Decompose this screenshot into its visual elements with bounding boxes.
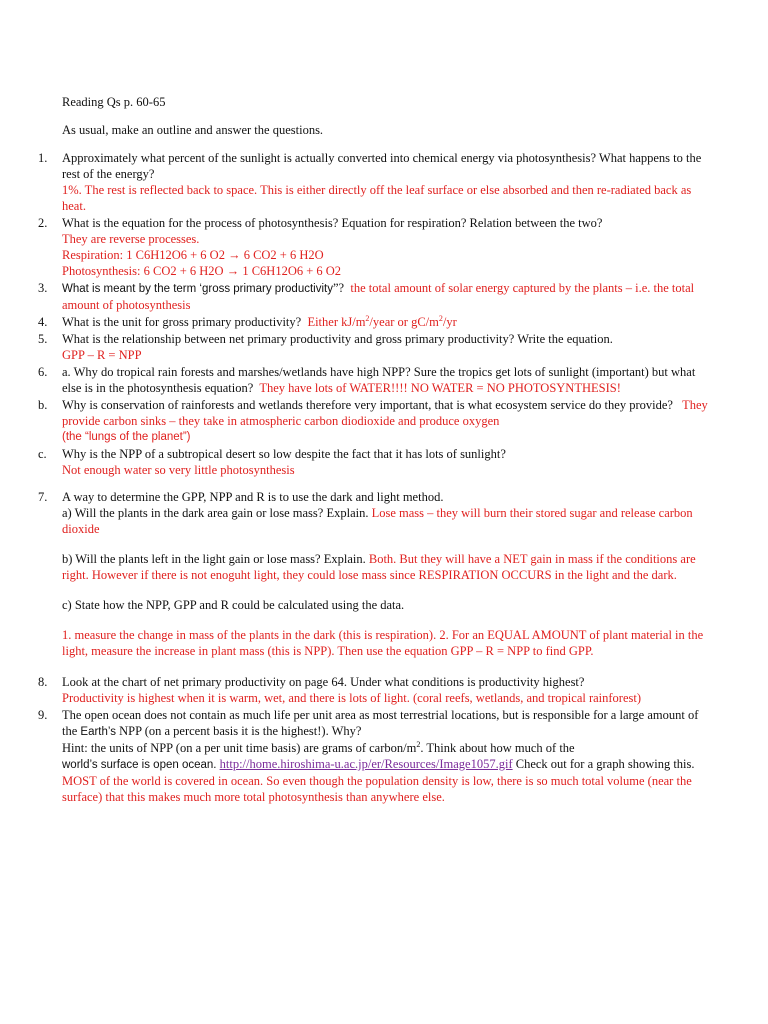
question-list [38,150,708,806]
question-text: A way to determine the GPP, NPP and R is to use the dark and light method. [62,490,444,504]
question-text: Look at the chart of net primary productivity on page 64. Under what conditions is productivity highest? [62,675,585,689]
intro-text: As usual, make an outline and answer the questions. [62,123,324,137]
question-8 [38,674,708,706]
question-4 [38,314,708,330]
question-number: b. [38,398,48,412]
question-number: 2. [38,216,48,230]
question-number: 9. [38,708,48,722]
question-text: What is the equation for the process of photosynthesis? Equation for respiration? Relation between the two? [62,216,603,230]
question-6b [38,397,708,445]
question-number: c. [38,447,47,461]
answer-text: They provide carbon sinks – they take in atmospheric carbon diodioxide and produce oxygen [62,398,708,428]
question-number: 3. [38,281,48,295]
question-7c: c) State how the NPP, GPP and R could be calculated using the data. [62,598,405,612]
page-heading: Reading Qs p. 60-65 [62,95,166,109]
answer-text: They are reverse processes. [62,232,200,246]
hint-text-2: world’s surface is open ocean. http://home.hiroshima-u.ac.jp/er/Resources/Image1057.gif Check out for a graph showing this. [62,757,695,771]
answer-text: MOST of the world is covered in ocean. So even though the population density is low, there is so much total volume (near the surface) that this makes much more total photosynthesis than anywhere else. [62,774,692,804]
question-number: 1. [38,151,48,165]
question-9 [38,707,708,805]
question-text: The open ocean does not contain as much life per unit area as most terrestrial locations, but is responsible for a large amount of the Earth’s NPP (on a percent basis it is the highest!). Why? [62,708,699,738]
question-text: Why is conservation of rainforests and wetlands therefore very important, that is what ecosystem service do they provide? They provide carbon sinks – they take in atmospheric carbon diodioxide and produce oxygen [62,398,708,428]
question-text: a. Why do tropical rain forests and marshes/wetlands have high NPP? Sure the tropics get lots of sunlight (important) but what else is in the photosynthesis equation? They have lots of WATER!!!! NO WATER = NO PHOTOSYNTHESIS! [62,365,696,395]
question-7 [38,489,708,659]
question-text: What is the relationship between net primary productivity and gross primary productivity? Write the equation. [62,332,613,346]
question-2 [38,215,708,279]
answer-text: Either $kJ/m^2$/year or $gC/m^2/yr$ [307,313,457,329]
answer-text: Both. But they will have a NET gain in mass if the conditions are right. However if there is not enoguht light, they could lose mass since RESPIRATION OCCURS in the light and the dark. [62,552,696,582]
resource-link[interactable]: http://home.hiroshima-u.ac.jp/er/Resources/Image1057.gif [219,757,513,771]
hint-text: Hint: the units of NPP (on a per unit time basis) are grams of carbon/$m^2$. Think about how much of the [62,739,575,755]
question-number: 6. [38,365,48,379]
answer-text: Productivity is highest when it is warm, wet, and there is lots of light. (coral reefs, wetlands, and tropical rainforest) [62,691,642,705]
question-3 [38,280,708,313]
question-text: What is meant by the term ‘gross primary productivity”? the total amount of solar energy captured by the plants – i.e. the total amount of photosynthesis [62,281,695,312]
answer-text: Lose mass – they will burn their stored sugar and release carbon dioxide [62,506,693,536]
question-number: 4. [38,315,48,329]
question-5 [38,331,708,363]
question-7a: a) Will the plants in the dark area gain or lose mass? Explain. Lose mass – they will burn their stored sugar and release carbon dioxide [62,506,693,536]
question-text: What is the unit for gross primary productivity? Either $kJ/m^2$/year or $gC/m^2/yr$ [62,313,457,329]
question-text: Approximately what percent of the sunlight is actually converted into chemical energy via photosynthesis? What happens to the rest of the energy? [62,151,702,181]
question-7b: b) Will the plants left in the light gain or lose mass? Explain. Both. But they will have a NET gain in mass if the conditions are right. However if there is not enoguht light, they could lose mass since RESPIRATION OCCURS in the light and the dark. [62,552,696,582]
answer-text: 1%. The rest is reflected back to space. This is either directly off the leaf surface or else absorbed and then re-radiated back as heat. [62,183,692,213]
question-text: Why is the NPP of a subtropical desert so low despite the fact that it has lots of sunlight? [62,447,506,461]
answer-text: Not enough water so very little photosynthesis [62,463,295,477]
respiration-equation: Respiration: 1 C6H12O6 + 6 O2 → 6 CO2 + 6 H2O [62,248,324,262]
question-number: 5. [38,332,48,346]
answer-text: the total amount of solar energy captured by the plants – i.e. the total amount of photosynthesis [62,281,695,312]
question-6 [38,364,708,396]
answer-text: GPP – R = NPP [62,348,142,362]
photosynthesis-equation: Photosynthesis: 6 CO2 + 6 H2O → 1 C6H12O6 + 6 O2 [62,264,342,278]
question-number: 7. [38,490,48,504]
answer-text: (the “lungs of the planet”) [62,431,191,443]
question-6c [38,446,708,478]
question-number: 8. [38,675,48,689]
answer-text: 1. measure the change in mass of the plants in the dark (this is respiration). 2. For an EQUAL AMOUNT of plant material in the light, measure the increase in plant mass (this is NPP). Then use the equation GPP – R = NPP to find GPP. [62,628,704,658]
question-1 [38,150,708,214]
answer-text: They have lots of WATER!!!! NO WATER = NO PHOTOSYNTHESIS! [259,381,621,395]
